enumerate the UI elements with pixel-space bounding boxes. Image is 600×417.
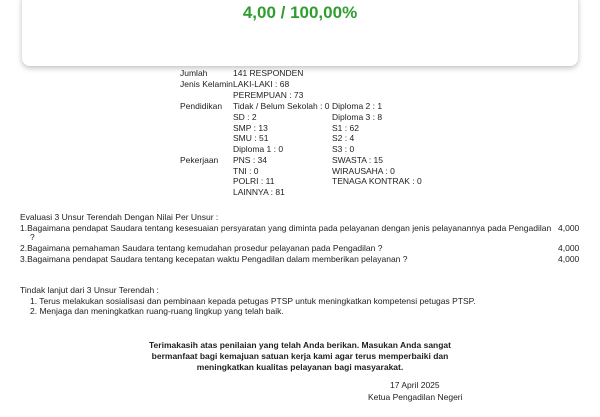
follow-up-item: 2. Menjaga dan meningkatkan ruang-ruang lingkup yang telah baik. — [30, 306, 284, 316]
occupation-label: Pekerjaan — [180, 155, 219, 165]
jumlah-value: 141 RESPONDEN — [233, 68, 304, 78]
evaluation-item — [20, 243, 382, 253]
education-item: Diploma 3 : 8 — [332, 112, 383, 122]
closing-line: Terimakasih atas penilaian yang telah Anda berikan. Masukan Anda sangat — [148, 340, 451, 350]
education-item: Diploma 2 : 1 — [332, 101, 383, 111]
closing-line: bermanfaat bagi kemajuan satuan kerja kami agar terus memperbaiki dan — [151, 351, 449, 361]
index-value: 4,00 / 100,00% — [242, 3, 358, 22]
education-item: SMP : 13 — [233, 123, 268, 133]
evaluation-score: 4,000 — [558, 254, 580, 264]
gender-label: Jenis Kelamin — [180, 79, 233, 89]
evaluation-score: 4,000 — [558, 223, 580, 233]
occupation-item: WIRAUSAHA : 0 — [332, 166, 395, 176]
signature-date: 17 April 2025 — [390, 380, 440, 390]
signature-title: Ketua Pengadilan Negeri — [368, 392, 463, 402]
index-card — [22, 0, 578, 66]
jumlah-label: Jumlah — [180, 68, 208, 78]
education-item: S1 : 62 — [332, 123, 359, 133]
gender-male: LAKI-LAKI : 68 — [233, 79, 290, 89]
evaluation-score: 4,000 — [558, 243, 580, 253]
evaluation-title: Evaluasi 3 Unsur Terendah Dengan Nilai Per Unsur : — [20, 212, 219, 222]
evaluation-item-text: Bagaimana pendapat Saudara tentang kecepatan waktu Pengadilan dalam memberikan pelayanan ? — [27, 254, 408, 264]
education-item: S2 : 4 — [332, 133, 355, 143]
education-item: Tidak / Belum Sekolah : 0 — [233, 101, 330, 111]
evaluation-item — [20, 223, 551, 233]
occupation-item: POLRI : 11 — [233, 176, 275, 186]
evaluation-item-text: Bagaimana pendapat Saudara tentang kesesuaian persyaratan yang diminta pada pelayanan dengan jenis pelayanannya pada Pengadilan — [27, 223, 552, 233]
follow-up-title: Tindak lanjut dari 3 Unsur Terendah : — [20, 285, 159, 295]
education-item: SD : 2 — [233, 112, 257, 122]
education-item: SMU : 51 — [233, 133, 269, 143]
closing-message — [140, 340, 460, 373]
occupation-item: TNI : 0 — [233, 166, 259, 176]
index-label — [22, 0, 578, 1]
evaluation-item — [20, 254, 408, 264]
evaluation-item-text: Bagaimana pemahaman Saudara tentang kemudahan prosedur pelayanan pada Pengadilan ? — [27, 243, 383, 253]
gender-female: PEREMPUAN : 73 — [233, 90, 304, 100]
occupation-item: PNS : 34 — [233, 155, 268, 165]
closing-line: meningkatkan kualitas pelayanan bagi masyarakat. — [196, 362, 404, 372]
education-item: Diploma 1 : 0 — [233, 144, 284, 154]
occupation-item: SWASTA : 15 — [332, 155, 384, 165]
evaluation-item-number: 1. — [20, 223, 28, 233]
education-label: Pendidikan — [180, 101, 223, 111]
evaluation-item-number: 2. — [20, 243, 28, 253]
evaluation-item-number: 3. — [20, 254, 28, 264]
education-item: S3 : 0 — [332, 144, 355, 154]
follow-up-item: 1. Terus melakukan sosialisasi dan pembinaan kepada petugas PTSP untuk meningkatkan kompetensi petugas PTSP. — [30, 296, 476, 306]
evaluation-item-continuation: ? — [30, 232, 35, 242]
occupation-item: TENAGA KONTRAK : 0 — [332, 176, 422, 186]
occupation-item: LAINNYA : 81 — [233, 187, 285, 197]
